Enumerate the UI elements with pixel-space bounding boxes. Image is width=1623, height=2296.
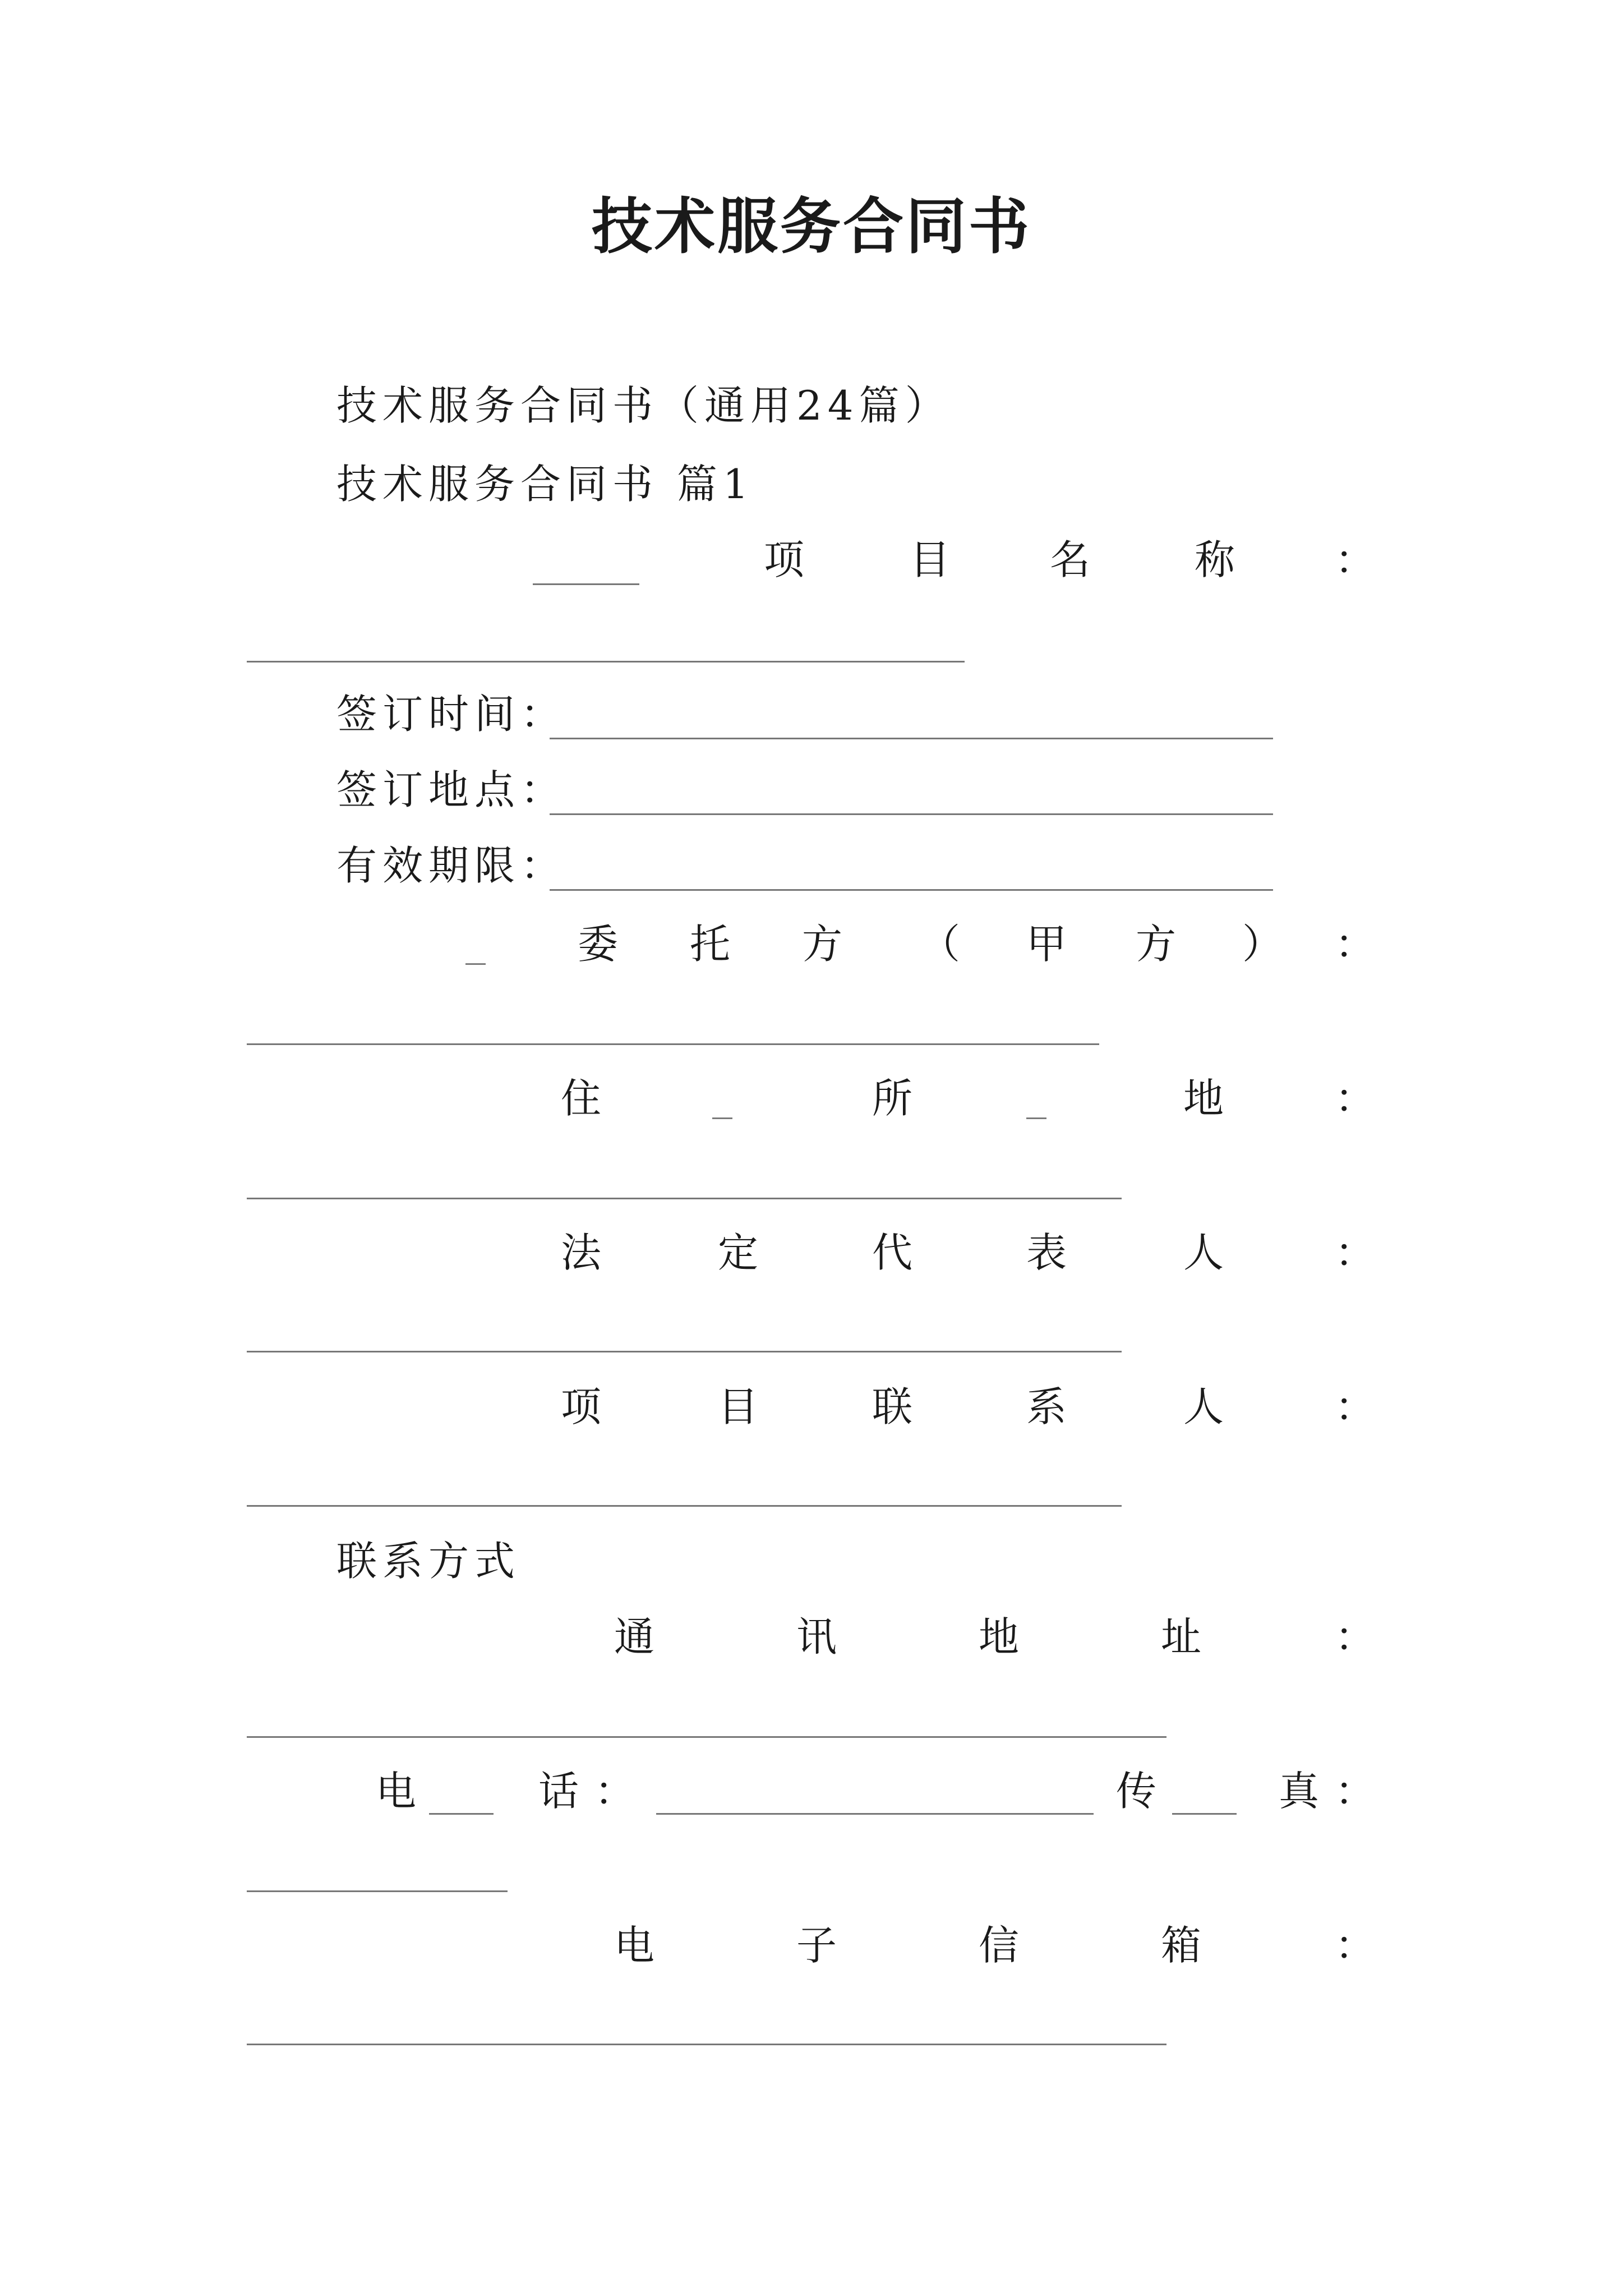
input-line <box>247 1736 1166 1738</box>
underline <box>533 583 639 585</box>
field-char: 甲 <box>1026 921 1067 968</box>
field-char: 项 <box>561 1383 602 1430</box>
field-label: 签订地点： <box>336 766 567 813</box>
page-title: 技术服务合同书 <box>591 191 1031 262</box>
field-char: 信 <box>979 1922 1020 1969</box>
underscore: _ <box>1026 1072 1046 1119</box>
field-char: 定 <box>718 1229 759 1276</box>
input-line <box>247 1505 1122 1507</box>
input-line <box>550 889 1273 891</box>
input-line <box>550 738 1273 739</box>
field-char: 通 <box>614 1613 655 1660</box>
input-line <box>550 813 1273 815</box>
field-char: 联 <box>872 1383 913 1430</box>
input-line <box>247 661 965 662</box>
field-char: 名 <box>1050 536 1091 583</box>
underline <box>1172 1813 1237 1815</box>
section-heading: 技术服务合同书 篇1 <box>336 461 754 508</box>
field-char: 住 <box>561 1075 602 1122</box>
colon: ： <box>1335 1383 1376 1430</box>
contact-method-heading: 联系方式 <box>336 1538 521 1585</box>
field-char: 系 <box>1026 1383 1067 1430</box>
field-char: 方 <box>802 921 843 968</box>
field-char: 称 <box>1195 536 1235 583</box>
input-line <box>247 2044 1166 2045</box>
field-char: 人 <box>1183 1229 1224 1276</box>
field-char: 委 <box>578 921 619 968</box>
field-char: 电 <box>376 1768 417 1815</box>
field-char: 表 <box>1026 1229 1067 1276</box>
input-line <box>247 1198 1122 1199</box>
colon: ： <box>1335 921 1376 968</box>
colon: ： <box>1335 1922 1376 1969</box>
field-char: 讯 <box>796 1613 837 1660</box>
input-line <box>247 1351 1122 1352</box>
field-char: 人 <box>1183 1383 1224 1430</box>
colon: ： <box>1335 1613 1376 1660</box>
underscore: _ <box>712 1072 732 1119</box>
field-char: 箱 <box>1161 1922 1202 1969</box>
field-char: ） <box>1242 921 1283 968</box>
field-char: 所 <box>872 1075 913 1122</box>
underline <box>429 1813 494 1815</box>
field-char: 目 <box>910 536 951 583</box>
field-char: 地 <box>979 1613 1020 1660</box>
field-char: 项 <box>764 536 805 583</box>
field-char: 子 <box>796 1922 837 1969</box>
field-label: 签订时间： <box>336 691 567 738</box>
colon: ： <box>1335 1229 1376 1276</box>
field-char: 真 <box>1279 1768 1320 1815</box>
field-char: 方 <box>1136 921 1177 968</box>
field-char: 托 <box>690 921 731 968</box>
underscore: _ <box>465 918 486 965</box>
field-char: 话 <box>538 1768 579 1815</box>
input-line <box>247 1043 1099 1045</box>
field-char: 法 <box>561 1229 602 1276</box>
field-char: 传 <box>1116 1768 1157 1815</box>
field-char: 地 <box>1183 1075 1224 1122</box>
colon: ： <box>1335 536 1376 583</box>
field-label: 有效期限： <box>336 842 567 889</box>
field-char: 目 <box>718 1383 759 1430</box>
field-char: 代 <box>872 1229 913 1276</box>
document-subtitle: 技术服务合同书（通用24篇） <box>336 382 951 429</box>
field-char: 电 <box>614 1922 655 1969</box>
colon: ： <box>594 1768 635 1815</box>
phone-input-line <box>656 1813 1094 1815</box>
field-char: 址 <box>1161 1613 1202 1660</box>
fax-input-line <box>247 1890 508 1892</box>
colon: ： <box>1335 1075 1376 1122</box>
field-char: （ <box>920 921 961 968</box>
colon: ： <box>1335 1768 1376 1815</box>
